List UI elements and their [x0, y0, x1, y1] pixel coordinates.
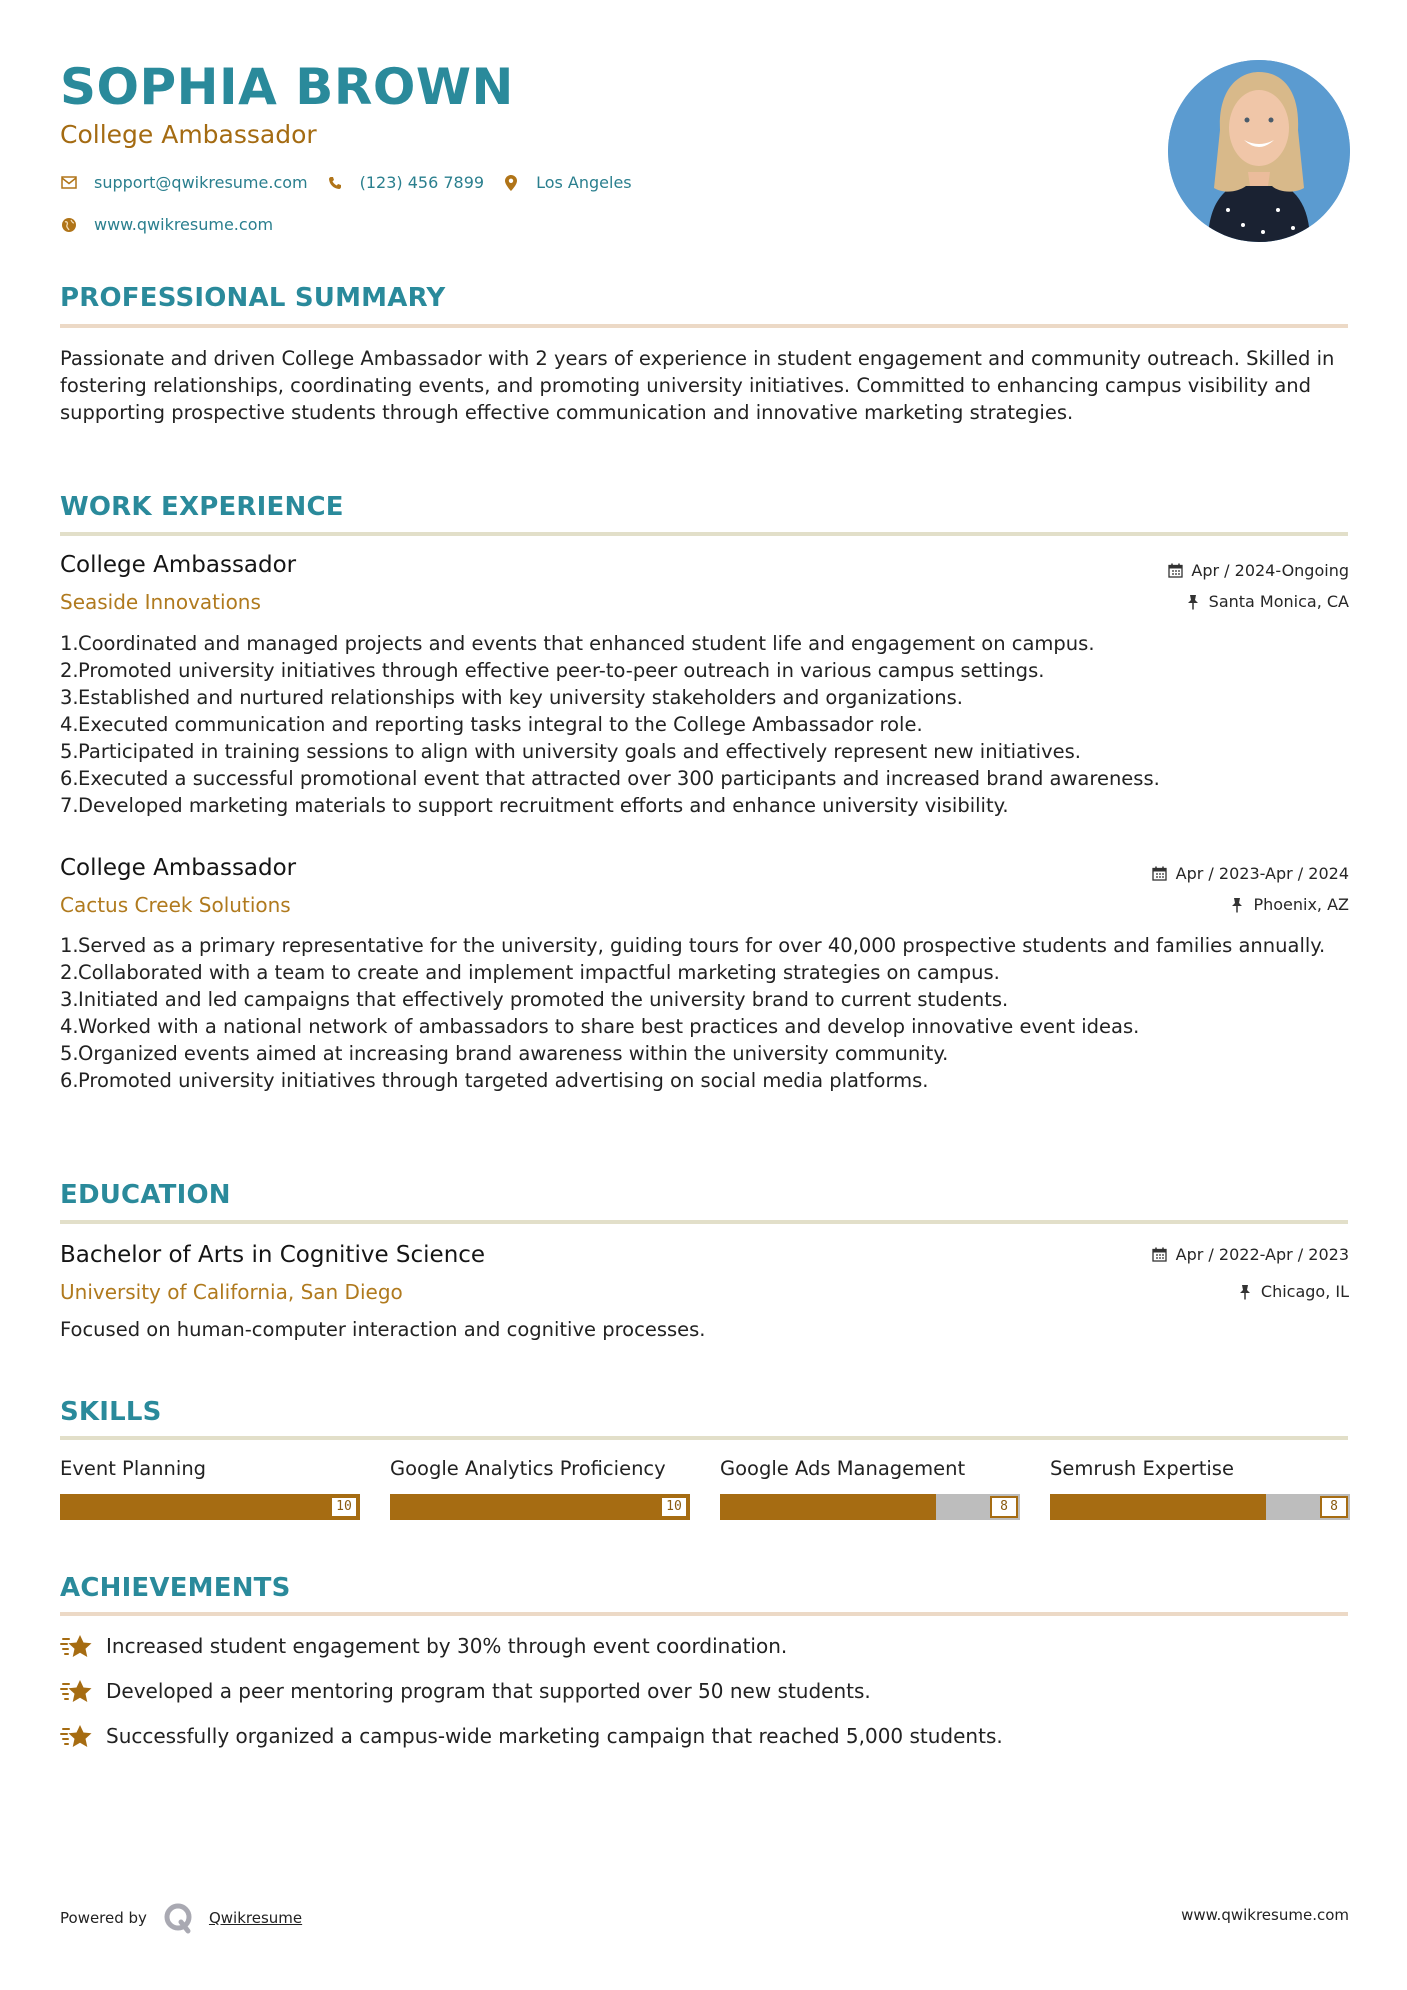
- job-location-text: Santa Monica, CA: [1208, 592, 1349, 611]
- job-responsibilities: [60, 630, 1350, 819]
- job-location: [1229, 895, 1349, 914]
- school-name: University of California, San Diego: [60, 1280, 403, 1304]
- phone-icon: [326, 174, 344, 192]
- achievement-item: [60, 1723, 1003, 1749]
- footer-branding: [60, 1902, 302, 1934]
- job-company: Cactus Creek Solutions: [60, 893, 291, 917]
- calendar-icon: [1152, 1247, 1168, 1263]
- section-heading-summary: PROFESSIONAL SUMMARY: [60, 283, 446, 313]
- skill-name: Event Planning: [60, 1457, 207, 1480]
- star-award-icon: [60, 1723, 94, 1749]
- profile-photo: [1168, 60, 1350, 242]
- skill-name: Google Ads Management: [720, 1457, 966, 1480]
- skill-name: Google Analytics Proficiency: [390, 1457, 666, 1480]
- list-item: 2. Collaborated with a team to create and implement impactful marketing strategies on campus.: [60, 961, 1000, 984]
- achievement-text: Successfully organized a campus-wide marketing campaign that reached 5,000 students.: [106, 1724, 1003, 1748]
- job-company: Seaside Innovations: [60, 590, 261, 614]
- education-location-text: Chicago, IL: [1260, 1282, 1349, 1301]
- skill-rating-value: 10: [330, 1496, 358, 1518]
- skill-item: [1050, 1457, 1350, 1520]
- star-award-icon: [60, 1633, 94, 1659]
- skill-rating-bar: [1050, 1494, 1350, 1520]
- job-dates: [1152, 864, 1349, 883]
- list-item: 6. Executed a successful promotional event that attracted over 300 participants and increased brand awareness.: [60, 767, 1160, 790]
- section-divider: [60, 1612, 1348, 1616]
- contact-row: [60, 173, 650, 192]
- section-divider: [60, 532, 1348, 536]
- map-pin-icon: [502, 174, 520, 192]
- website-link[interactable]: www.qwikresume.com: [94, 215, 274, 234]
- skill-rating-value: 8: [1320, 1496, 1348, 1518]
- section-heading-education: EDUCATION: [60, 1180, 231, 1210]
- list-item: 4. Executed communication and reporting tasks integral to the College Ambassador role.: [60, 713, 923, 736]
- section-heading-achievements: ACHIEVEMENTS: [60, 1573, 291, 1603]
- skill-item: [60, 1457, 360, 1520]
- education-location: [1237, 1282, 1349, 1301]
- list-item: 7. Developed marketing materials to support recruitment efforts and enhance university visibility.: [60, 794, 1009, 817]
- calendar-icon: [1152, 866, 1168, 882]
- qwikresume-logo-icon: [163, 1902, 195, 1934]
- candidate-title: College Ambassador: [60, 120, 317, 149]
- skill-name: Semrush Expertise: [1050, 1457, 1234, 1480]
- footer-website[interactable]: www.qwikresume.com: [1181, 1906, 1349, 1924]
- skill-rating-bar: [720, 1494, 1020, 1520]
- skill-item: [720, 1457, 1020, 1520]
- list-item: 4. Worked with a national network of ambassadors to share best practices and develop innovative event ideas.: [60, 1015, 1140, 1038]
- skill-rating-bar: [390, 1494, 690, 1520]
- job-responsibilities: [60, 932, 1350, 1094]
- job-dates-text: Apr / 2024-Ongoing: [1191, 561, 1349, 580]
- list-item: 1. Served as a primary representative for the university, guiding tours for over 40,000 prospective students and families annually.: [60, 934, 1326, 957]
- job-title: College Ambassador: [60, 855, 297, 881]
- achievement-item: [60, 1678, 871, 1704]
- job-dates: [1167, 561, 1349, 580]
- list-item: 3. Established and nurtured relationships with key university stakeholders and organizations.: [60, 686, 963, 709]
- pushpin-icon: [1185, 594, 1201, 610]
- contact-row-website: [60, 215, 291, 234]
- list-item: 5. Organized events aimed at increasing brand awareness within the university community.: [60, 1042, 949, 1065]
- list-item: 6. Promoted university initiatives through targeted advertising on social media platforms.: [60, 1069, 929, 1092]
- education-dates-text: Apr / 2022-Apr / 2023: [1175, 1245, 1349, 1264]
- list-item: 3. Initiated and led campaigns that effectively promoted the university brand to current students.: [60, 988, 1009, 1011]
- job-location: [1185, 592, 1349, 611]
- summary-text: Passionate and driven College Ambassador with 2 years of experience in student engagement and community outreach. Skilled in fostering relationships, coordinating events, and promoting university initiatives. Committed to enhancing campus visibility and supporting prospective students through effective communication and innovative marketing strategies.: [60, 347, 1335, 424]
- location-text: Los Angeles: [536, 173, 632, 192]
- pushpin-icon: [1237, 1284, 1253, 1300]
- degree-title: Bachelor of Arts in Cognitive Science: [60, 1242, 486, 1268]
- calendar-icon: [1167, 563, 1183, 579]
- list-item: 5. Participated in training sessions to align with university goals and effectively represent new initiatives.: [60, 740, 1081, 763]
- education-description: Focused on human-computer interaction and cognitive processes.: [60, 1318, 706, 1341]
- candidate-name: SOPHIA BROWN: [60, 58, 514, 116]
- skill-item: [390, 1457, 690, 1520]
- achievement-text: Increased student engagement by 30% through event coordination.: [106, 1634, 788, 1658]
- globe-icon: [60, 216, 78, 234]
- job-location-text: Phoenix, AZ: [1253, 895, 1349, 914]
- list-item: 2. Promoted university initiatives through effective peer-to-peer outreach in various campus settings.: [60, 659, 1045, 682]
- section-divider: [60, 1436, 1348, 1440]
- envelope-icon: [60, 174, 78, 192]
- education-dates: [1152, 1245, 1349, 1264]
- phone-number[interactable]: (123) 456 7899: [359, 173, 485, 192]
- pushpin-icon: [1229, 897, 1245, 913]
- star-award-icon: [60, 1678, 94, 1704]
- achievement-item: [60, 1633, 787, 1659]
- powered-by-label: Powered by: [60, 1909, 147, 1927]
- section-divider: [60, 1220, 1348, 1224]
- skill-rating-value: 10: [660, 1496, 688, 1518]
- skill-rating-value: 8: [990, 1496, 1018, 1518]
- achievement-text: Developed a peer mentoring program that supported over 50 new students.: [106, 1679, 871, 1703]
- skill-rating-bar: [60, 1494, 360, 1520]
- section-heading-experience: WORK EXPERIENCE: [60, 492, 344, 522]
- section-heading-skills: SKILLS: [60, 1397, 162, 1427]
- email-link[interactable]: support@qwikresume.com: [94, 173, 308, 192]
- job-title: College Ambassador: [60, 552, 297, 578]
- qwikresume-link[interactable]: Qwikresume: [208, 1909, 303, 1927]
- job-dates-text: Apr / 2023-Apr / 2024: [1175, 864, 1349, 883]
- list-item: 1. Coordinated and managed projects and events that enhanced student life and engagement on campus.: [60, 632, 1095, 655]
- section-divider: [60, 324, 1348, 328]
